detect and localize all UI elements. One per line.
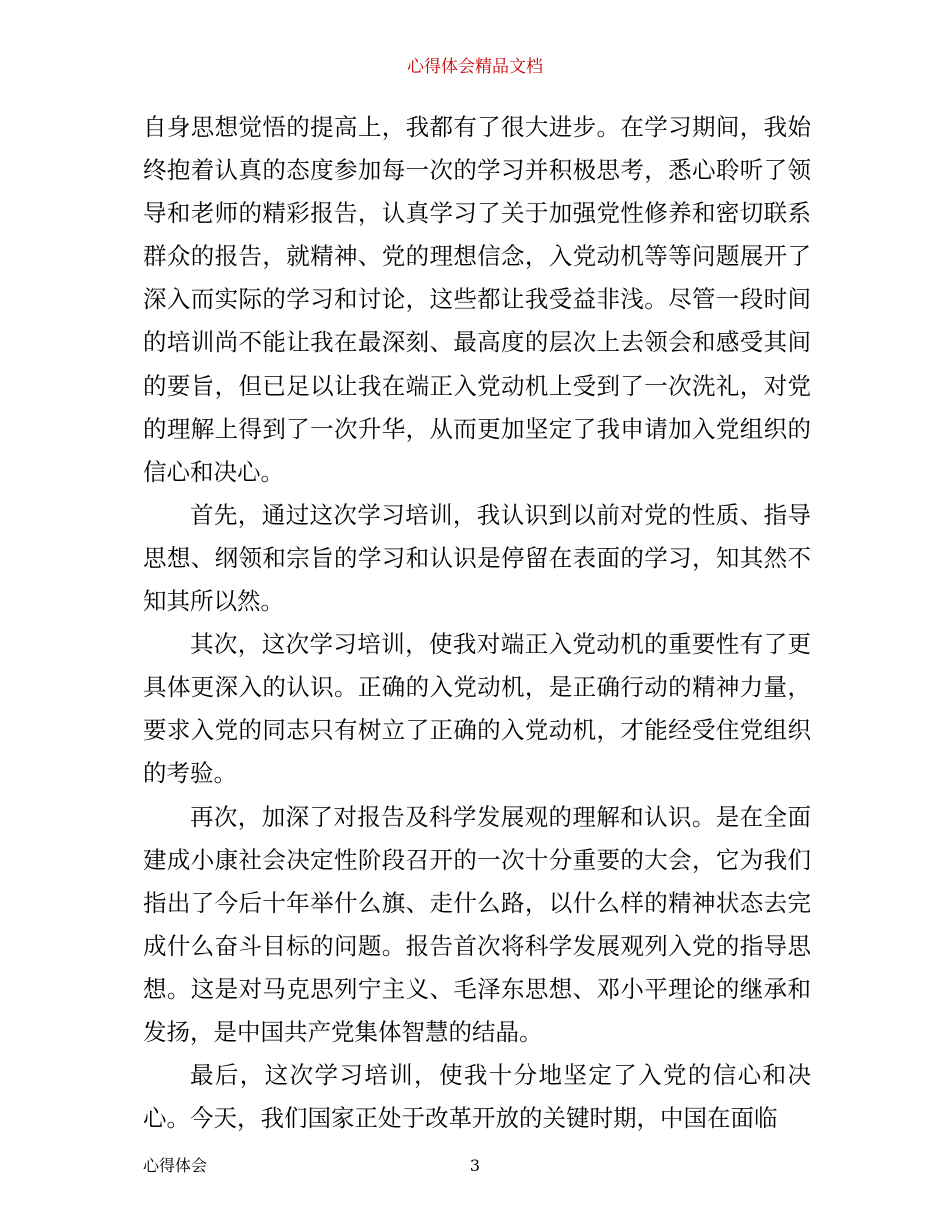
paragraph-5: 最后，这次学习培训，使我十分地坚定了入党的信心和决心。今天，我们国家正处于改革开放的关键时期，中国在面临 (143, 1061, 811, 1133)
page-header-title: 心得体会精品文档 (407, 57, 543, 77)
paragraph-4: 再次，加深了对报告及科学发展观的理解和认识。是在全面建成小康社会决定性阶段召开的一次十分重要的大会，它为我们指出了今后十年举什么旗、走什么路，以什么样的精神状态去完成什么奋斗目标的问题。报告首次将科学发展观列入党的指导思想。这是对马克思列宁主义、毛泽东思想、邓小平理论的继承和发扬，是中国共产党集体智慧的结晶。 (143, 802, 811, 1046)
page-number: 3 (469, 1156, 481, 1175)
paragraph-3: 其次，这次学习培训，使我对端正入党动机的重要性有了更具体更深入的认识。正确的入党动机，是正确行动的精神力量，要求入党的同志只有树立了正确的入党动机，才能经受住党组织的考验。 (143, 630, 811, 788)
document-body (143, 106, 811, 1140)
paragraph-2: 首先，通过这次学习培训，我认识到以前对党的性质、指导思想、纲领和宗旨的学习和认识是停留在表面的学习，知其然不知其所以然。 (143, 500, 811, 616)
paragraph-1: 自身思想觉悟的提高上，我都有了很大进步。在学习期间，我始终抱着认真的态度参加每一次的学习并积极思考，悉心聆听了领导和老师的精彩报告，认真学习了关于加强党性修养和密切联系群众的报告，就精神、党的理想信念，入党动机等等问题展开了深入而实际的学习和讨论，这些都让我受益非浅。尽管一段时间的培训尚不能让我在最深刻、最高度的层次上去领会和感受其间的要旨，但已足以让我在端正入党动机上受到了一次洗礼，对党的理解上得到了一次升华，从而更加坚定了我申请加入党组织的信心和决心。 (143, 113, 811, 486)
footer-label: 心得体会 (143, 1156, 208, 1175)
